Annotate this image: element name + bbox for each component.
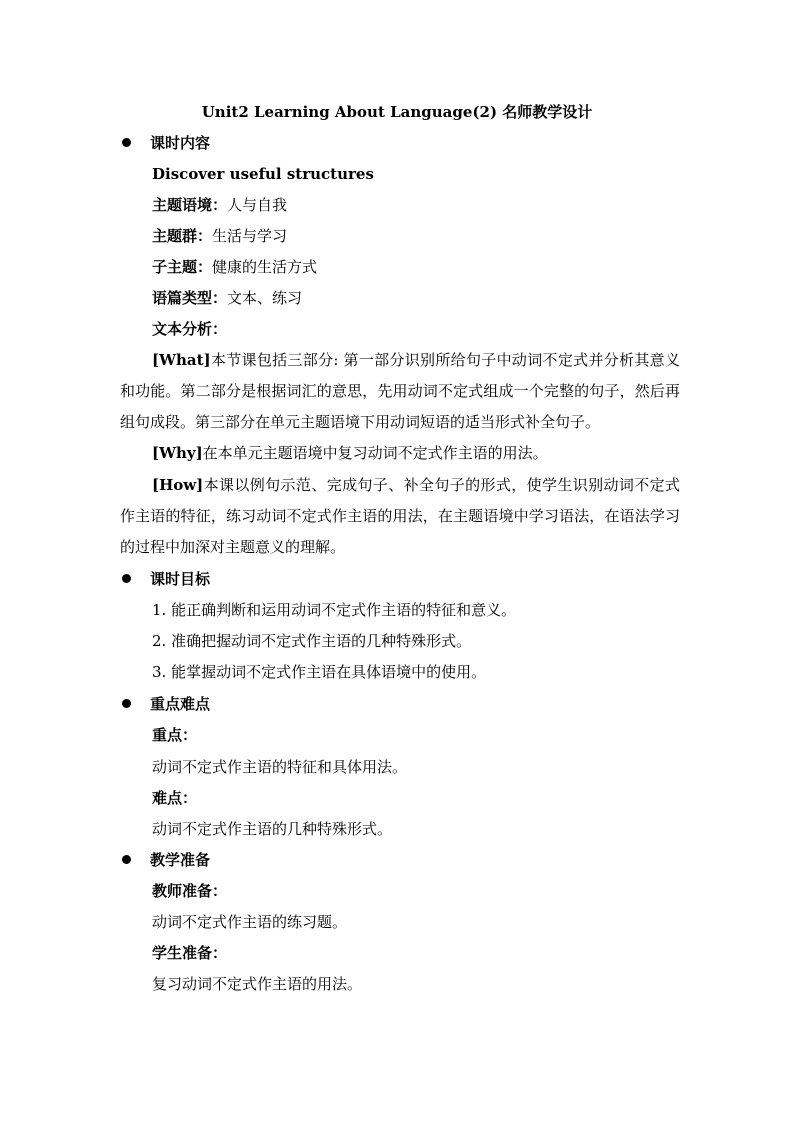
section-heading-objectives: 课时目标 [150,570,211,588]
what-paragraph [120,345,680,438]
teacher-prep-label: 教师准备： [152,882,228,900]
text-type-value: 文本、练习 [227,289,303,307]
text-type-row [152,287,302,309]
section-heading-preparation: 教学准备 [150,851,211,869]
bullet-icon [122,574,131,583]
objective-item: 3. 能掌握动词不定式作主语在具体语境中的使用。 [152,663,487,681]
page-title: Unit2 Learning About Language(2) 名师教学设计 [201,103,593,121]
objective-item: 1. 能正确判断和运用动词不定式作主语的特征和意义。 [152,601,517,619]
sub-theme-value: 健康的生活方式 [212,258,318,276]
sub-theme-label: 子主题： [152,258,213,276]
theme-context-row [152,194,287,216]
what-tag: [What] [152,351,211,369]
bullet-icon [122,138,131,147]
lesson-subtitle: Discover useful structures [152,165,374,183]
theme-group-row [152,225,287,247]
how-text: 本课以例句示范、完成句子、补全句子的形式，使学生识别动词不定式作主语的特征，练习动词不定式作主语的用法，在主题语境中学习语法，在语法学习的过程中加深对主题意义的理解。 [120,476,680,556]
student-prep-text: 复习动词不定式作主语的用法。 [152,975,363,993]
how-tag: [How] [152,476,204,494]
theme-group-value: 生活与学习 [212,227,288,245]
theme-group-label: 主题群： [152,227,213,245]
why-text: 在本单元主题语境中复习动词不定式作主语的用法。 [202,444,548,462]
text-type-label: 语篇类型： [152,289,228,307]
bullet-icon [122,699,131,708]
difficult-points-label: 难点： [152,789,198,807]
why-paragraph [120,438,680,469]
objective-item: 2. 准确把握动词不定式作主语的几种特殊形式。 [152,632,472,650]
difficult-points-text: 动词不定式作主语的几种特殊形式。 [152,820,393,838]
analysis-label: 文本分析： [152,320,228,338]
bullet-icon [122,855,131,864]
section-heading-key-points: 重点难点 [150,695,211,713]
teacher-prep-text: 动词不定式作主语的练习题。 [152,913,348,931]
key-points-text: 动词不定式作主语的特征和具体用法。 [152,758,408,776]
theme-context-value: 人与自我 [227,196,288,214]
section-heading-content: 课时内容 [150,134,211,152]
sub-theme-row [152,256,317,278]
how-paragraph [120,470,680,563]
what-text: 本节课包括三部分: 第一部分识别所给句子中动词不定式并分析其意义和功能。第二部分是根据词汇的意思，先用动词不定式组成一个完整的句子，然后再组句成段。第三部分在单元主题语境下用动词短语的适当形式补全句子。 [120,351,680,431]
theme-context-label: 主题语境： [152,196,228,214]
key-points-label: 重点： [152,726,198,744]
student-prep-label: 学生准备： [152,944,228,962]
why-tag: [Why] [152,444,203,462]
